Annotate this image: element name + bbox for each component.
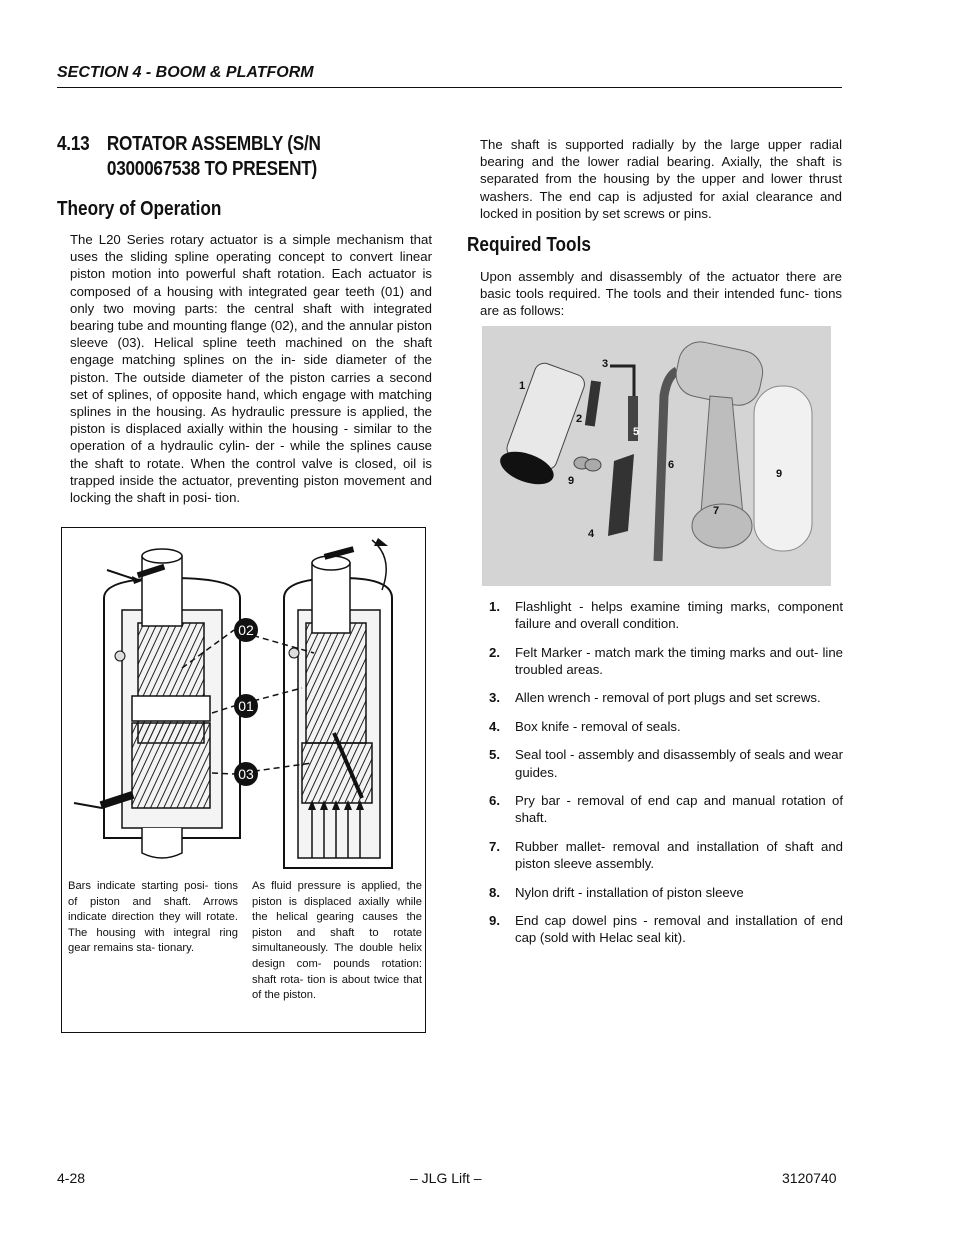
document-number: 3120740 [782,1170,837,1186]
photo-label-6: 6 [668,459,675,471]
required-tools-heading: Required Tools [467,234,591,256]
photo-label-9a: 9 [568,475,575,487]
list-item: 9. End cap dowel pins - removal and installation of end cap (sold with Helac seal kit). [489,913,843,946]
list-item: 6. Pry bar - removal of end cap and manual rotation of shaft. [489,793,843,826]
required-tools-intro: Upon assembly and disassembly of the actuator there are basic tools required. The tools and their intended func- tions are as follows: [480,269,842,319]
callout-03: 03 [238,766,254,782]
photo-label-9b: 9 [776,468,783,480]
list-item: 5. Seal tool - assembly and disassembly of seals and wear guides. [489,747,843,780]
callout-01: 01 [238,698,254,714]
left-actuator-drawing [74,549,240,858]
figure-caption-right: As fluid pressure is applied, the piston is displaced axially while the helical gearing causes the piston and shaft to rotate simultaneously. The double helix design com- pounds rotation: shaft rota- tion is about twice that of the piston. [252,880,422,1002]
figure-caption-left: Bars indicate starting posi- tions of piston and shaft. Arrows indicate direction they will rotate. The housing with integral ring gear remains sta- tionary. [68,880,238,955]
tools-photo-drawing [482,326,831,586]
section-title: ROTATOR ASSEMBLY (S/N 0300067538 TO PRESENT) [106,133,321,180]
photo-label-3: 3 [602,358,609,370]
tools-list [489,598,843,958]
shaft-support-paragraph: The shaft is supported radially by the large upper radial bearing and the lower radial bearing. Axially, the shaft is separated from the housing by the upper and lower thrust washers. The end cap is adjusted for axial clearance and locked in position by set screws or pins. [480,137,842,221]
footer-publisher: – JLG Lift – [410,1170,482,1186]
actuator-figure [61,527,426,1033]
photo-label-5: 5 [633,426,640,438]
section-number: 4.13 [57,133,90,155]
right-actuator-drawing [284,538,392,868]
photo-label-1: 1 [519,380,526,392]
theory-heading: Theory of Operation [57,198,222,220]
callout-02: 02 [238,622,254,638]
page-number: 4-28 [57,1170,86,1186]
photo-label-2: 2 [576,413,583,425]
tools-photo [482,326,831,586]
theory-paragraph: The L20 Series rotary actuator is a simple mechanism that uses the sliding spline operating concept to convert linear piston motion into powerful shaft rotation. Each actuator is composed of a housing with integrated gear teeth (01) and only two moving parts: the central shaft with integrated bearing tube and mounting flange (02), and the annular piston sleeve (03). Helical spline teeth machined on the shaft engage matching splines on the in- side diameter of the piston. The outside diameter of the piston carries a second set of splines, of opposite hand, which engage with matching splines in the housing. As hydraulic pressure is applied, the piston is displaced axially within the housing - similar to the operation of a hydraulic cylin- der - while the splines cause the shaft to rotate. When the control valve is closed, oil is trapped inside the actuator, preventing piston movement and locking the shaft in posi- tion. [70,232,432,506]
photo-label-4: 4 [588,528,595,540]
list-item: 1. Flashlight - helps examine timing marks, component failure and overall condition. [489,599,843,632]
list-item: 3. Allen wrench - removal of port plugs and set screws. [489,690,821,706]
photo-label-7: 7 [713,505,720,517]
section-heading [57,132,384,182]
section-header: SECTION 4 - BOOM & PLATFORM [57,64,842,88]
list-item: 4. Box knife - removal of seals. [489,718,681,734]
list-item: 2. Felt Marker - match mark the timing marks and out- line troubled areas. [489,644,843,677]
list-item: 7. Rubber mallet- removal and installation of shaft and piston sleeve assembly. [489,838,843,872]
list-item: 8. Nylon drift - installation of piston sleeve [489,884,744,900]
